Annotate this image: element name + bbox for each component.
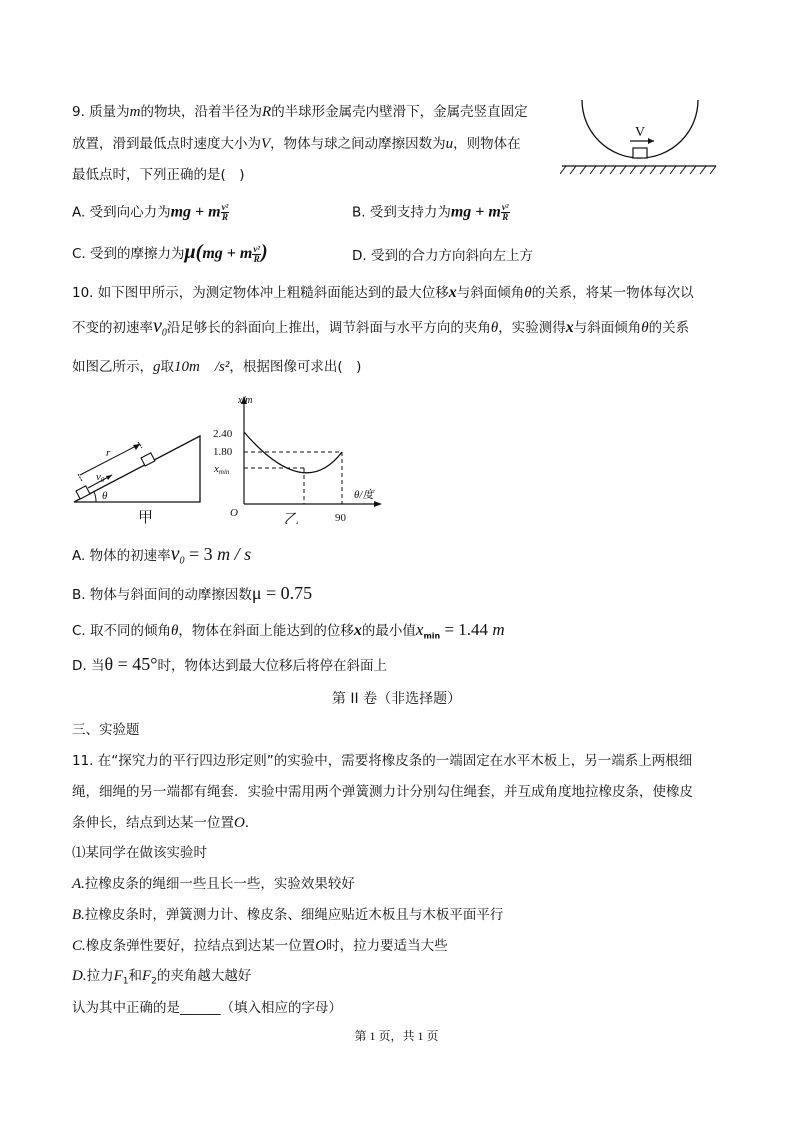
caption-jia: 甲 — [138, 508, 154, 526]
q9-line-3: 最低点时，下列正确的是( ) — [72, 167, 245, 183]
q10-option-c: C. 取不同的倾角θ，物体在斜面上能达到的位移x的最小值$x_{min} = 1.44$ m — [72, 620, 505, 641]
block-at-bottom — [76, 486, 90, 499]
theta-label: θ — [102, 490, 108, 502]
y-tick-xmin: xmin — [214, 463, 230, 476]
q9-option-a: A. 受到向心力为mg + m $\frac{\text{v²}}{R}$ — [72, 202, 229, 222]
velocity-label: V — [635, 125, 646, 140]
q11-option-c: C.橡皮条弹性要好，拉结点到达某一位置O时，拉力要适当大些 — [72, 938, 448, 954]
x-tick-90: 90 — [335, 512, 346, 524]
q11-line-3: 条伸长，结点到达某一位置O． — [72, 815, 259, 831]
angle-arc — [94, 492, 96, 502]
y-tick-240: 2.40 — [213, 428, 233, 440]
q10-option-a: A. 物体的初速率$v_0 = 3$ m / s — [72, 543, 252, 567]
q9-line-2: 放置，滑到最低点时速度大小为V，物体与球之间动摩擦因数为u，则物体在 — [72, 136, 521, 152]
q10-line-2: 不变的初速率$v_0$沿足够长的斜面向上推出，调节斜面与水平方向的夹角θ，实验测得x与斜面倾角θ的关系 — [72, 315, 690, 339]
incline-figure-jia — [66, 418, 216, 528]
q11-option-b: B.拉橡皮条时，弹簧测力计、橡皮条、细绳应贴近木板且与木板平面平行 — [72, 907, 504, 923]
q10-line-1: 10. 如下图甲所示，为测定物体冲上粗糙斜面能达到的最大位移x与斜面倾角θ的关系，将某一物体每次以 — [72, 284, 694, 301]
q9-option-d: D. 受到的合力方向斜向左上方 — [352, 248, 533, 264]
origin-label: O — [230, 507, 238, 519]
displacement-label: r — [106, 447, 111, 459]
block-at-top — [141, 453, 155, 466]
q11-subquestion-1: ⑴某同学在做该实验时 — [72, 845, 207, 861]
caption-yi: 乙 — [284, 510, 300, 524]
y-axis-label: x/m — [238, 395, 253, 406]
q11-option-a: A.拉橡皮条的绳细一些且长一些，实验效果较好 — [72, 876, 355, 892]
q11-option-d: D.拉力$F_1$和$F_2$的夹角越大越好 — [72, 968, 252, 987]
answer-blank[interactable]: ______ — [180, 1000, 221, 1016]
x-axis-label: θ/度 — [354, 489, 374, 501]
q9-option-c: C. 受到的摩擦力为μ(mg + m $\frac{\text{v²}}{R}$ ) — [72, 241, 268, 264]
q11-answer-line: 认为其中正确的是______（填入相应的字母） — [72, 1000, 342, 1016]
v0-label: v0 — [96, 471, 105, 484]
block — [633, 148, 647, 158]
graph-figure-yi — [212, 392, 387, 524]
q10-option-b: B. 物体与斜面间的动摩擦因数μ = 0.75 — [72, 583, 313, 603]
q11-line-2: 绳，细绳的另一端都有绳套．实验中需用两个弹簧测力计分别勾住绳套，并互成角度地拉橡皮条，使橡皮 — [72, 784, 693, 800]
q10-option-d: D. 当θ = 45°时，物体达到最大位移后将停在斜面上 — [72, 654, 387, 674]
page-footer: 第 1 页，共 1 页 — [354, 1029, 439, 1043]
section-title: 第 II 卷（非选择题） — [331, 691, 462, 707]
q9-option-b: B. 受到支持力为mg + m $\frac{\text{v²}}{R}$ — [352, 202, 509, 222]
hemisphere-figure — [560, 100, 720, 190]
y-tick-180: 1.80 — [213, 446, 233, 458]
q10-line-3: 如图乙所示，g取10m /s²，根据图像可求出( ) — [72, 359, 362, 375]
q9-line-1: 9. 质量为m的物块，沿着半径为R的半球形金属壳内壁滑下，金属壳竖直固定 — [72, 104, 528, 120]
part-three-heading: 三、实验题 — [72, 722, 140, 738]
q11-line-1: 11. 在“探究力的平行四边形定则”的实验中，需要将橡皮条的一端固定在水平木板上，另一端系上两根细 — [72, 753, 693, 769]
